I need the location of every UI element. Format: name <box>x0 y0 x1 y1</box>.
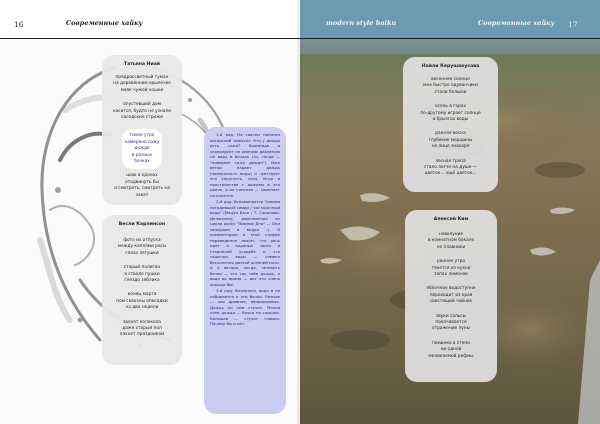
haiku-stanza-highlighted: тихое утро намерено сажу дождя в разные бочках <box>122 129 162 169</box>
author-name: Весли Карлинсон <box>118 222 166 227</box>
haiku-stanza: звуки сальсы покачивается отражение луны <box>431 313 471 332</box>
author-name: Алексей Ким <box>433 217 469 222</box>
haiku-stanza: весеннее солнце мне быстро одуванчики стали белыми <box>423 77 478 95</box>
author-card-vesli <box>102 215 182 365</box>
right-page-header <box>300 0 600 39</box>
haiku-stanza: опустевший дом косится, будто не узнали соседские стрижи <box>113 102 171 121</box>
haiku-stanza: поминка в степи ни одной меликаемой рифмы <box>428 340 474 359</box>
commentary-paragraph: 3-й ряд: Возможно, вода и не набирается в эти бочки. Разные — они древние, непрерывные. Дождь по ним стучит. Малая сила дождя — бочки на слышно. Большая — стучит громко. Почему бы и нет. <box>210 288 280 326</box>
haiku-stanza: новолуние в комнатном бокале не плавники <box>427 232 475 250</box>
header-title: Современные хайку <box>66 19 143 27</box>
author-card-naili <box>403 57 498 192</box>
book-gutter-shadow <box>297 0 303 424</box>
author-card-aleksei <box>405 210 497 382</box>
haiku-stanza: раннее утро тянется из кухни запах лимонов <box>431 259 471 278</box>
author-card-tatyana <box>102 55 182 205</box>
haiku-stanza: лесная тропа стало легче на душе — цветок... ещё цветок... <box>424 158 477 177</box>
commentary-paragraph: 2-й ряд: Вспоминается "ежима погадивший свидо / чистосонный вода" (Мацуо Басе / Т. Соколово-Делюсина); дерственное из цикла розку "Зимних Дня" — Они заныряли в ведра :). В комментарии я этой строфе переведенно лежит, что речь идет о водяных часах в старинной усадьбе и что чашечки воды — символ бесконечно долгой осенней ночи. А у автора, когда, четверть бочки — это так себе дождь, а вода во время — вот это очень хорошо бы! <box>210 199 280 287</box>
haiku-stanza: ранняя весна глубокие морщины на лице знахаря <box>428 131 473 150</box>
author-name: Татьяна Ниай <box>123 62 160 67</box>
haiku-stanza: фото из отпуска между каплями росы глаза лягушки <box>117 238 167 256</box>
left-page-header <box>0 0 300 39</box>
header-latin-title: modern style haiku <box>326 19 397 27</box>
haiku-stanza: звонят колокола даже старый пол пахнет праздником <box>119 319 165 338</box>
haiku-stanza: предрассветный туман на деревянном крылечке маяк чужой кошки <box>113 75 171 93</box>
author-name: Найли Керушакусова <box>421 64 480 69</box>
right-page <box>300 0 600 424</box>
page-number: 16 <box>14 20 24 29</box>
commentary-notes <box>204 127 286 414</box>
header-title: Современные хайку <box>478 19 555 27</box>
commentary-paragraph: 1-й ряд: Не совсем понятен авторский замысел. Кто у дождя есть сажа? Кромеида в скопиерует по инению давлению на воду в бочках (то, тогда — "поверяет сажу дождя"). Иже автор падает дождь (поверхность воды) и чувствует его упругость, силу. Игра в пространстве с дождем в его давле, а он сильнее — заменяет по конечно. <box>210 132 280 198</box>
haiku-stanza: осень в горах по-другому играет солнце в брызгах воды <box>420 104 481 123</box>
page-number: 17 <box>568 20 578 29</box>
haiku-stanza: старый полигон в стволе пушки гнездо зяблика <box>123 265 161 284</box>
haiku-stanza: яблочное водоступни переходит из края свистящий чайник <box>426 286 476 305</box>
haiku-stanza: конец марта пом сквозны опосадки на два недели <box>116 292 168 311</box>
haiku-stanza: шаю в кронах отодвинуть бы и смотреть, смотреть на закат <box>114 173 170 198</box>
